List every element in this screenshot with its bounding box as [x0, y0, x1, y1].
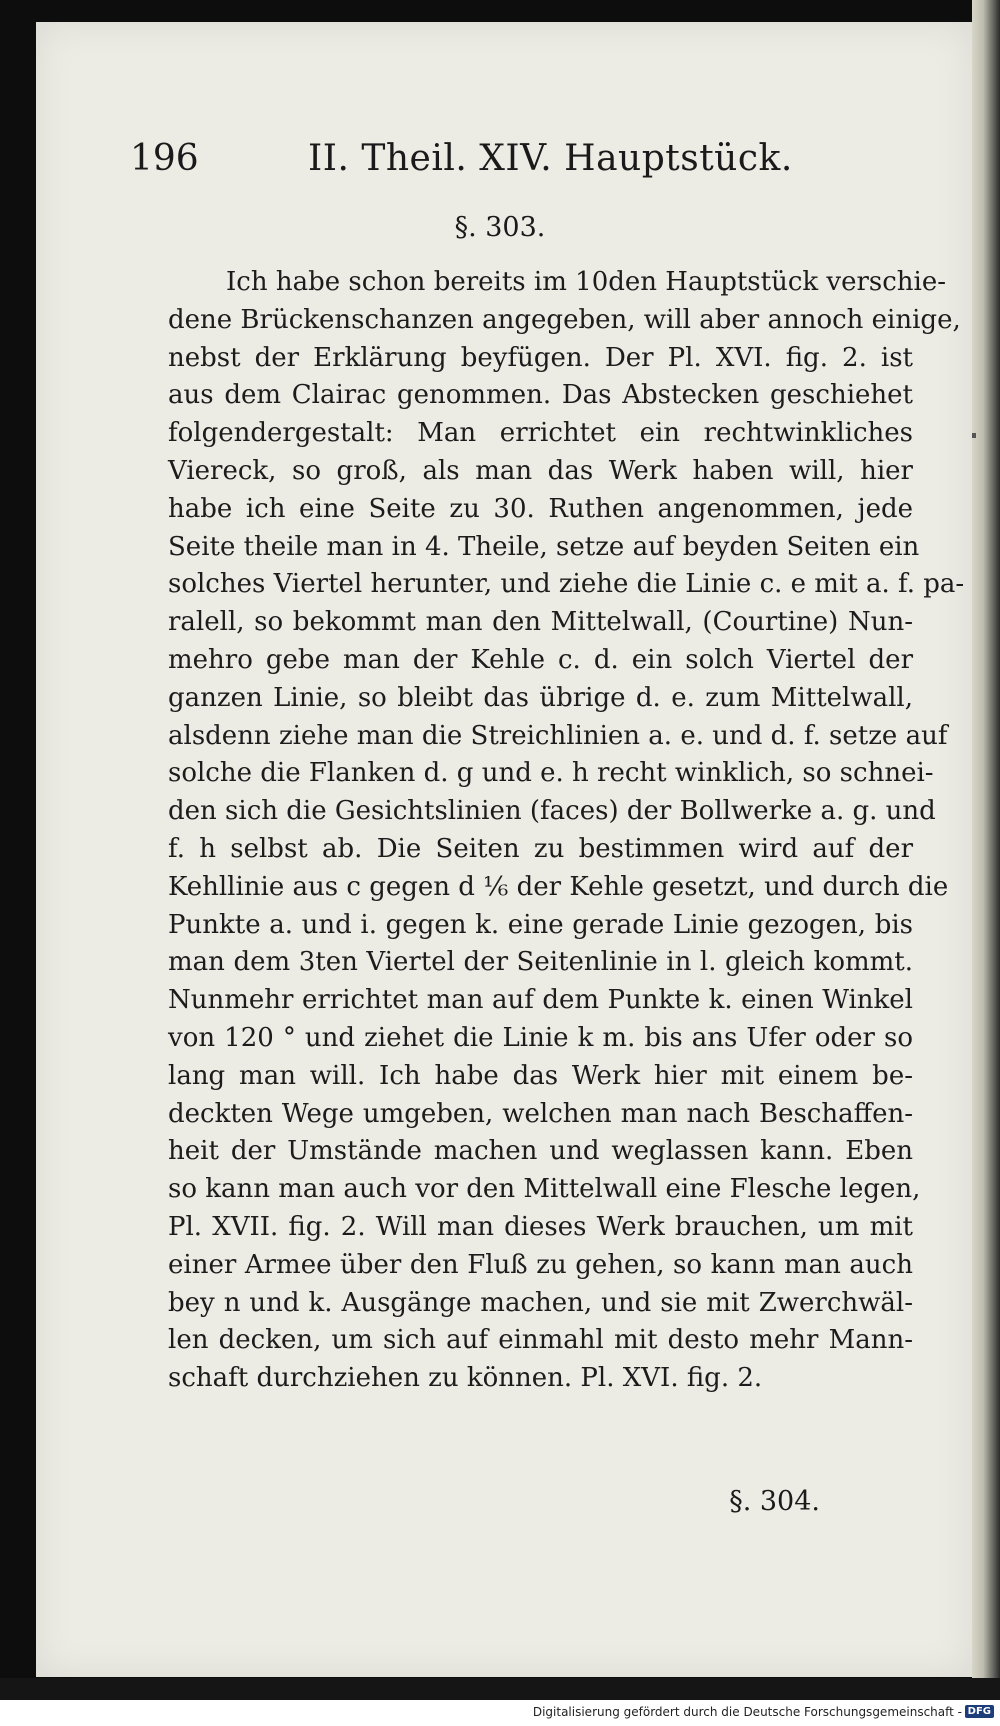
text-line: ganzen Linie, so bleibt das übrige d. e. zum Mittelwall,: [168, 682, 913, 713]
text-line: bey n und k. Ausgänge machen, und sie mit Zwerchwäl-: [168, 1287, 913, 1318]
text-line: f. h selbst ab. Die Seiten zu bestimmen wird auf der: [168, 833, 913, 864]
text-line: lang man will. Ich habe das Werk hier mit einem be-: [168, 1060, 913, 1091]
text-line: deckten Wege umgeben, welchen man nach Beschaffen-: [168, 1098, 913, 1129]
text-line: solche die Flanken d. g und e. h recht winklich, so schnei-: [168, 758, 934, 789]
text-line: man dem 3ten Viertel der Seitenlinie in l. gleich kommt.: [168, 947, 913, 978]
funding-notice: Digitalisierung gefördert durch die Deutsche Forschungsgemeinschaft -: [532, 1705, 962, 1719]
text-line: einer Armee über den Fluß zu gehen, so kann man auch: [168, 1249, 913, 1280]
text-line: aus dem Clairac genommen. Das Abstecken geschiehet: [168, 380, 913, 411]
text-line: len decken, um sich auf einmahl mit desto mehr Mann-: [168, 1325, 913, 1356]
text-line: ralell, so bekommt man den Mittelwall, (Courtine) Nun-: [168, 607, 913, 638]
catchword: §. 304.: [729, 1486, 820, 1517]
text-line: Punkte a. und i. gegen k. eine gerade Linie gezogen, bis: [168, 909, 913, 940]
text-line: solches Viertel herunter, und ziehe die Linie c. e mit a. f. pa-: [168, 569, 965, 600]
text-line: schaft durchziehen zu können. Pl. XVI. fig. 2.: [168, 1363, 763, 1394]
text-line: dene Brückenschanzen angegeben, will aber annoch einige,: [168, 304, 961, 335]
dfg-logo: DFG: [965, 1705, 994, 1718]
page-number: 196: [130, 138, 199, 179]
text-line: Ich habe schon bereits im 10den Hauptstück verschie-: [226, 267, 947, 297]
text-line: alsdenn ziehe man die Streichlinien a. e. und d. f. setze auf: [168, 720, 948, 751]
footer-bar: [0, 1700, 1000, 1726]
text-line: Viereck, so groß, als man das Werk haben will, hier: [168, 455, 913, 486]
text-line: den sich die Gesichtslinien (faces) der Bollwerke a. g. und: [168, 796, 936, 827]
text-line: Kehllinie aus c gegen d ⅙ der Kehle gesetzt, und durch die: [168, 871, 949, 902]
body-paragraph: [168, 264, 965, 1398]
page-header: [130, 138, 870, 198]
text-line: habe ich eine Seite zu 30. Ruthen angenommen, jede: [168, 493, 913, 524]
text-line: von 120 ° und ziehet die Linie k m. bis ans Ufer oder so: [168, 1022, 913, 1053]
text-line: heit der Umstände machen und weglassen kann. Eben: [168, 1136, 913, 1167]
text-line: Seite theile man in 4. Theile, setze auf beyden Seiten ein: [168, 531, 920, 562]
scan-border: [0, 1678, 1000, 1700]
text-line: Nunmehr errichtet man auf dem Punkte k. einen Winkel: [168, 985, 913, 1016]
text-line: mehro gebe man der Kehle c. d. ein solch Viertel der: [168, 644, 913, 675]
running-head: II. Theil. XIV. Hauptstück.: [308, 138, 793, 179]
page-edge: [972, 0, 1000, 1700]
text-line: so kann man auch vor den Mittelwall eine Flesche legen,: [168, 1174, 921, 1205]
margin-mark: [972, 433, 976, 438]
text-line: nebst der Erklärung beyfügen. Der Pl. XVI. fig. 2. ist: [168, 342, 913, 373]
section-heading: §. 303.: [454, 212, 546, 243]
text-line: folgendergestalt: Man errichtet ein rechtwinkliches: [168, 418, 913, 449]
text-line: Pl. XVII. fig. 2. Will man dieses Werk brauchen, um mit: [168, 1211, 913, 1242]
